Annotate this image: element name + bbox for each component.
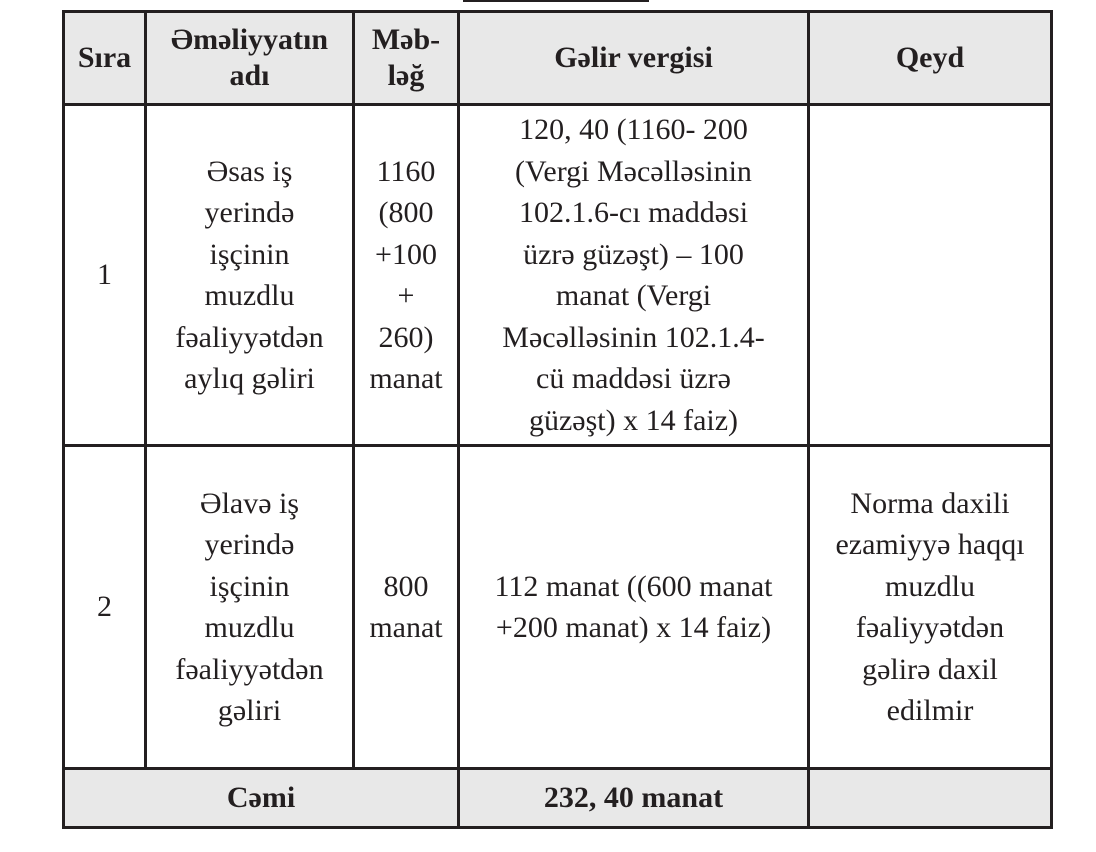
row-number: 2 [64, 446, 146, 769]
amount: 1160 (800 +100 + 260) manat [354, 105, 459, 446]
table-row [64, 105, 1052, 446]
total-row [64, 769, 1052, 828]
header-note: Qeyd [809, 12, 1052, 105]
income-tax: 120, 40 (1160- 200 (Vergi Məcəlləsinin 102.1.6-cı maddəsi üzrə güzəşt) – 100 manat (Vergi Məcəlləsinin 102.1.4- cü maddəsi üzrə güzəşt) x 14 faiz) [459, 105, 809, 446]
header-amount: Məb- ləğ [354, 12, 459, 105]
amount: 800 manat [354, 446, 459, 769]
operation-name: Əlavə iş yerində işçinin muzdlu fəaliyyətdən gəliri [146, 446, 354, 769]
total-value: 232, 40 manat [459, 769, 809, 828]
income-tax-table [62, 10, 1053, 829]
header-income-tax: Gəlir vergisi [459, 12, 809, 105]
total-label: Cəmi [64, 769, 459, 828]
header-row [64, 12, 1052, 105]
total-note [809, 769, 1052, 828]
note [809, 105, 1052, 446]
header-sira: Sıra [64, 12, 146, 105]
note: Norma daxili ezamiyyə haqqı muzdlu fəaliyyətdən gəlirə daxil edilmir [809, 446, 1052, 769]
income-tax: 112 manat ((600 manat +200 manat) x 14 faiz) [459, 446, 809, 769]
row-number: 1 [64, 105, 146, 446]
top-rule [463, 0, 649, 2]
operation-name: Əsas iş yerində işçinin muzdlu fəaliyyətdən aylıq gəliri [146, 105, 354, 446]
header-operation-name: Əməliyyatın adı [146, 12, 354, 105]
table-row [64, 446, 1052, 769]
